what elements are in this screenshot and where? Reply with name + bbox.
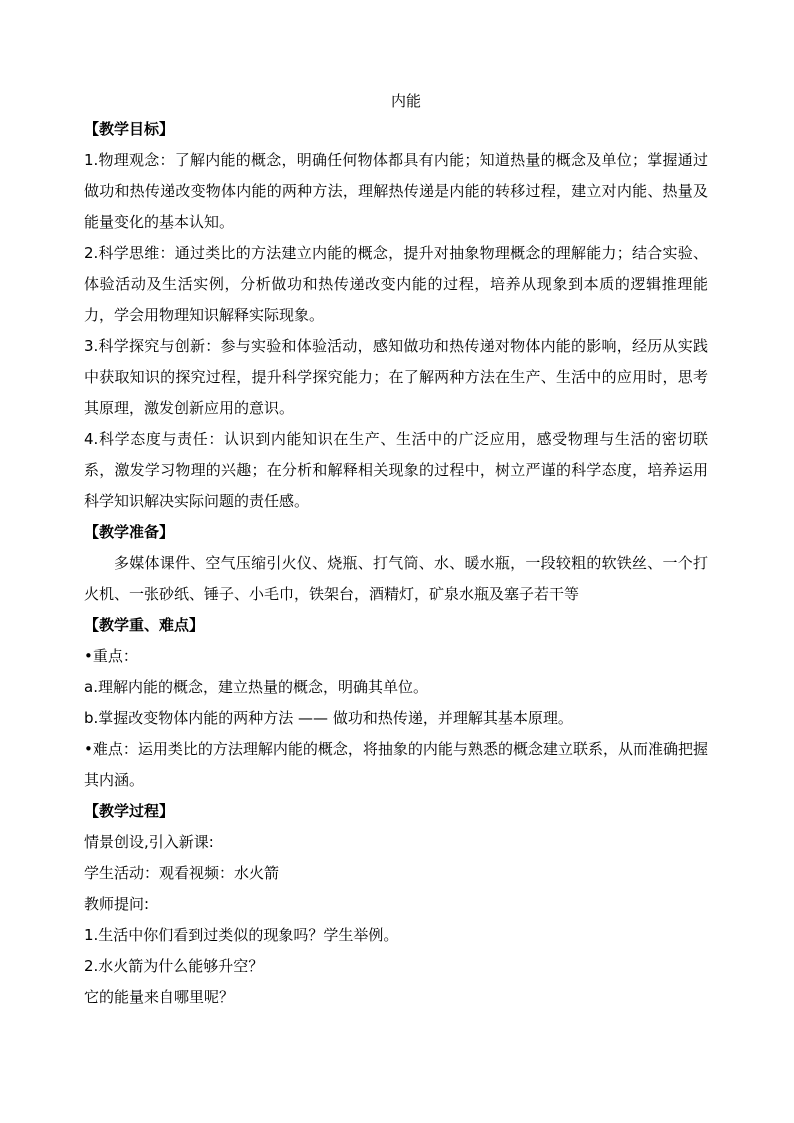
- process-line-3: 教师提问:: [84, 895, 150, 913]
- section-heading-key: 【教学重、难点】: [84, 616, 205, 634]
- document-title: 内能: [390, 92, 421, 110]
- document-page: [84, 88, 708, 1013]
- key-point-b: b.掌握改变物体内能的两种方法 —— 做功和热传递，并理解其基本原理。: [84, 709, 573, 727]
- process-line-5: 2.水火箭为什么能够升空？: [84, 957, 264, 975]
- process-line-2: 学生活动：观看视频：水火箭: [84, 864, 280, 882]
- section-heading-goals: 【教学目标】: [84, 120, 175, 138]
- section-heading-prep: 【教学准备】: [84, 523, 175, 541]
- process-line-1: 情景创设,引入新课:: [84, 833, 214, 851]
- goal-item-2: 2.科学思维：通过类比的方法建立内能的概念，提升对抽象物理概念的理解能力；结合实验、体验活动及生活实例，分析做功和热传递改变内能的过程，培养从现象到本质的逻辑推理能力，学会用物理知识解释实际现象。: [84, 244, 708, 324]
- key-point-a: a.理解内能的概念，建立热量的概念，明确其单位。: [84, 678, 428, 696]
- process-line-4: 1.生活中你们看到过类似的现象吗？学生举例。: [84, 926, 399, 944]
- difficult-point: •难点：运用类比的方法理解内能的概念，将抽象的内能与熟悉的概念建立联系，从而准确把握其内涵。: [84, 740, 708, 789]
- process-line-6: 它的能量来自哪里呢？: [84, 988, 235, 1006]
- section-heading-process: 【教学过程】: [84, 802, 175, 820]
- goal-item-1: 1.物理观念：了解内能的概念，明确任何物体都具有内能；知道热量的概念及单位；掌握通过做功和热传递改变物体内能的两种方法，理解热传递是内能的转移过程，建立对内能、热量及能量变化的基本认知。: [84, 151, 708, 231]
- goal-item-4: 4.科学态度与责任：认识到内能知识在生产、生活中的广泛应用，感受物理与生活的密切联系，激发学习物理的兴趣；在分析和解释相关现象的过程中，树立严谨的科学态度，培养运用科学知识解决实际问题的责任感。: [84, 430, 708, 510]
- key-point-label: •重点：: [84, 647, 138, 665]
- prep-text: 多媒体课件、空气压缩引火仪、烧瓶、打气筒、水、暖水瓶，一段较粗的软铁丝、一个打火机、一张砂纸、锤子、小毛巾，铁架台，酒精灯，矿泉水瓶及塞子若干等: [84, 554, 708, 603]
- goal-item-3: 3.科学探究与创新：参与实验和体验活动，感知做功和热传递对物体内能的影响，经历从实践中获取知识的探究过程，提升科学探究能力；在了解两种方法在生产、生活中的应用时，思考其原理，激发创新应用的意识。: [84, 337, 708, 417]
